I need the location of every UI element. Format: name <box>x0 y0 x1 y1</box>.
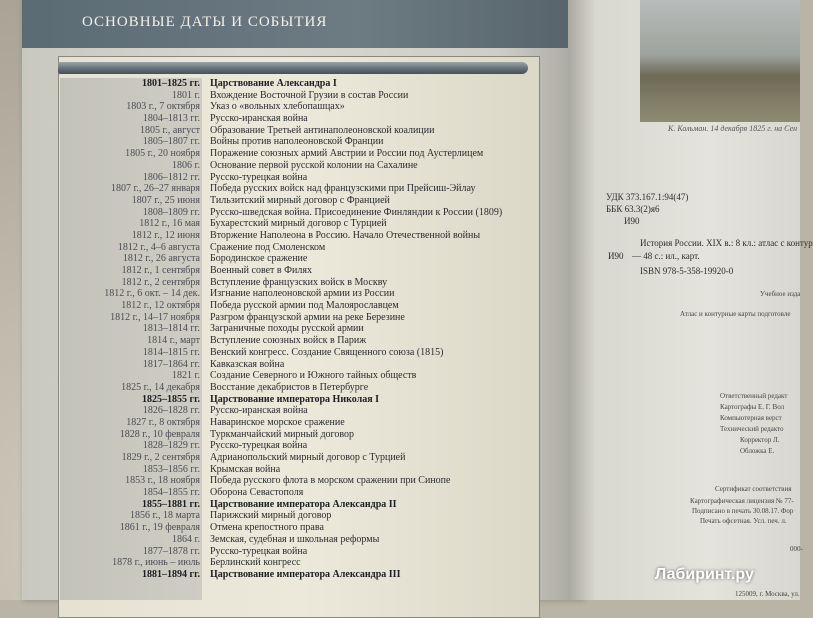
event-row <box>60 125 540 137</box>
event-description: Адрианопольский мирный договор с Турцией <box>210 452 406 463</box>
udk-line: УДК 373.167.1:94(47) <box>606 192 689 202</box>
event-row <box>60 382 540 394</box>
event-row <box>60 475 540 487</box>
event-row <box>60 101 540 113</box>
event-date: 1864 г. <box>172 533 200 545</box>
event-description: Создание Северного и Южного тайных обществ <box>210 370 417 382</box>
event-description: Победа русской армии под Малоярославцем <box>210 300 399 312</box>
event-row <box>60 323 540 335</box>
event-description: Вхождение Восточной Грузии в состав России <box>210 89 409 101</box>
event-date: 1812 г., 1 сентября <box>121 265 200 276</box>
event-date: 1812 г., 16 мая <box>139 218 200 230</box>
event-description: Берлинский конгресс <box>210 557 301 569</box>
event-date: 1812 г., 4–6 августа <box>117 241 200 253</box>
event-date: 1877–1878 гг. <box>142 545 200 557</box>
event-description: Указ о «вольных хлебопашцах» <box>210 101 345 113</box>
event-description: Бухарестский мирный договор с Турцией <box>210 218 387 230</box>
event-description: Русско-иранская война <box>210 405 308 417</box>
event-row <box>60 78 540 90</box>
event-date: 1812 г., 14–17 ноября <box>110 311 200 323</box>
event-description: Военный совет в Филях <box>210 265 312 276</box>
event-date: 1803 г., 7 октября <box>126 101 200 113</box>
event-description: Русско-турецкая война <box>210 440 308 452</box>
events-table <box>60 78 540 581</box>
event-row <box>60 218 540 230</box>
event-row <box>60 90 540 102</box>
event-row <box>60 265 540 277</box>
event-row <box>60 312 540 324</box>
event-row <box>60 452 540 464</box>
event-description: Туркманчайский мирный договор <box>210 428 355 440</box>
event-description: Оборона Севастополя <box>210 487 304 499</box>
event-date: 1812 г., 12 октября <box>121 300 200 312</box>
event-date: 1861 г., 19 февраля <box>119 522 200 534</box>
event-description: Восстание декабристов в Петербурге <box>210 381 369 393</box>
event-row <box>60 300 540 312</box>
event-row <box>60 440 540 452</box>
event-row <box>60 429 540 441</box>
event-description: Вступление французских войск в Москву <box>210 276 388 288</box>
signed-line: Подписано в печать 30.08.17. Фор <box>692 507 794 515</box>
event-description: Крымская война <box>210 463 281 475</box>
code-line: И90 <box>624 216 640 226</box>
event-date: 1878 г., июнь – июль <box>112 557 200 569</box>
address-line: 125009, г. Москва, ул. <box>735 590 800 598</box>
event-description: Основание первой русской колонии на Сахалине <box>210 159 418 171</box>
credit-line: Технический редакто <box>720 425 784 433</box>
license-line: Картографическая лицензия № 77- <box>690 497 794 505</box>
event-date: 1805 г., 20 ноября <box>125 148 200 160</box>
event-row <box>60 534 540 546</box>
event-date: 1807 г., 25 июня <box>131 194 200 206</box>
certificate-line: Сертификат соответствия <box>715 485 792 493</box>
event-row <box>60 405 540 417</box>
event-date: 1806 г. <box>172 159 200 171</box>
event-description: Царствование Александра I <box>210 78 337 89</box>
event-row <box>60 160 540 172</box>
event-row <box>60 335 540 347</box>
event-description: Наваринское морское сражение <box>210 416 345 428</box>
event-row <box>60 288 540 300</box>
event-date: 1828 г., 10 февраля <box>119 428 200 440</box>
credit-line: Компьютерная верст <box>720 414 782 422</box>
event-date: 1827 г., 8 октября <box>126 416 200 428</box>
event-date: 1855–1881 гг. <box>142 498 200 510</box>
event-description: Заграничные походы русской армии <box>210 323 364 335</box>
event-date: 1807 г., 26–27 января <box>110 183 200 195</box>
event-description: Сражение под Смоленском <box>210 241 326 253</box>
credit-line: Ответственный редакт <box>720 392 788 400</box>
event-description: Царствование императора Александра III <box>210 568 401 580</box>
edu-line: Учебное изда <box>760 290 801 298</box>
event-date: 1828–1829 гг. <box>142 440 200 452</box>
bbk-line: ББК 63.3(2)я6 <box>606 204 660 214</box>
event-description: Царствование императора Николая I <box>210 393 380 405</box>
scroll-ornament <box>58 62 528 74</box>
event-row <box>60 277 540 289</box>
event-date: 1821 г. <box>172 370 200 382</box>
event-row <box>60 136 540 148</box>
event-date: 1825 г., 14 декабря <box>121 381 200 393</box>
book-pages-line: — 48 с.: ил., карт. <box>632 251 700 261</box>
event-row <box>60 522 540 534</box>
event-date: 1813–1814 гг. <box>142 323 200 335</box>
event-description: Войны против наполеоновской Франции <box>210 136 384 148</box>
event-date: 1854–1855 гг. <box>142 487 200 499</box>
phone-line: 000- <box>790 545 803 553</box>
event-row <box>60 359 540 371</box>
event-row <box>60 546 540 558</box>
event-description: Парижский мирный договор <box>210 510 332 522</box>
event-date: 1826–1828 гг. <box>142 405 200 417</box>
event-row <box>60 370 540 382</box>
painting-image <box>640 0 800 122</box>
event-date: 1856 г., 18 марта <box>130 510 200 522</box>
event-date: 1814–1815 гг. <box>142 346 200 358</box>
event-description: Разгром французской армии на реке Березине <box>210 311 405 323</box>
event-description: Царствование императора Александра II <box>210 498 397 510</box>
event-row <box>60 394 540 406</box>
event-row <box>60 464 540 476</box>
credit-line: Картографы Е. Г. Вол <box>720 403 785 411</box>
event-date: 1812 г., 6 окт. – 14 дек. <box>104 288 200 300</box>
watermark-logo: Лабиринт.ру <box>655 566 754 583</box>
painting-caption: К. Кольман. 14 декабря 1825 г. на Сен <box>668 124 798 133</box>
event-date: 1805 г., август <box>139 124 200 136</box>
event-row <box>60 242 540 254</box>
event-description: Победа русских войск над французскими при Прейсиш-Эйлау <box>210 183 476 195</box>
event-row <box>60 487 540 499</box>
event-row <box>60 207 540 219</box>
code2-line: И90 <box>608 251 624 261</box>
event-date: 1808–1809 гг. <box>142 206 200 218</box>
event-date: 1881–1894 гг. <box>142 568 200 580</box>
event-date: 1829 г., 2 сентября <box>121 452 200 463</box>
book-title-line: История России. XIX в.: 8 кл.: атлас с контур <box>640 238 813 248</box>
event-date: 1805–1807 гг. <box>142 136 200 148</box>
event-row <box>60 183 540 195</box>
event-date: 1804–1813 гг. <box>142 113 200 125</box>
event-row <box>60 557 540 569</box>
event-description: Вторжение Наполеона в Россию. Начало Отечественной войны <box>210 229 481 241</box>
event-description: Вступление союзных войск в Париж <box>210 335 367 347</box>
event-description: Земская, судебная и школьная реформы <box>210 533 380 545</box>
event-description: Русско-турецкая война <box>210 545 308 557</box>
event-description: Русско-шведская война. Присоединение Финляндии к России (1809) <box>210 206 503 218</box>
credit-line: Корректор Л. <box>740 436 780 444</box>
event-description: Бородинское сражение <box>210 253 308 265</box>
event-description: Поражение союзных армий Австрии и России под Аустерлицем <box>210 148 484 160</box>
event-date: 1817–1864 гг. <box>142 358 200 370</box>
page-title: ОСНОВНЫЕ ДАТЫ И СОБЫТИЯ <box>82 14 328 30</box>
event-date: 1806–1812 гг. <box>142 171 200 183</box>
event-date: 1812 г., 12 июня <box>131 229 200 241</box>
print-line: Печать офсетная. Усл. печ. л. <box>700 517 787 525</box>
event-description: Тильзитский мирный договор с Францией <box>210 194 390 206</box>
event-row <box>60 172 540 184</box>
event-description: Победа русского флота в морском сражении при Синопе <box>210 475 451 487</box>
page-header-band <box>22 0 582 48</box>
event-date: 1801 г. <box>172 89 200 101</box>
event-row <box>60 253 540 265</box>
event-row <box>60 417 540 429</box>
event-description: Изгнание наполеоновской армии из России <box>210 288 395 300</box>
event-row <box>60 510 540 522</box>
event-row <box>60 195 540 207</box>
event-row <box>60 499 540 511</box>
credit-line: Обложка Е. <box>740 447 775 455</box>
event-row <box>60 113 540 125</box>
event-date: 1812 г., 2 сентября <box>121 276 200 288</box>
event-row <box>60 148 540 160</box>
event-description: Венский конгресс. Создание Священного союза (1815) <box>210 346 444 358</box>
event-row <box>60 569 540 581</box>
event-row <box>60 347 540 359</box>
atlas-line: Атлас и контурные карты подготовле <box>680 310 791 318</box>
isbn-line: ISBN 978-5-358-19920-0 <box>640 266 734 276</box>
event-description: Отмена крепостного права <box>210 522 324 534</box>
event-description: Кавказская война <box>210 358 285 370</box>
event-date: 1853–1856 гг. <box>142 463 200 475</box>
event-date: 1814 г., март <box>147 335 200 347</box>
event-date: 1812 г., 26 августа <box>122 253 200 265</box>
event-date: 1853 г., 18 ноября <box>125 475 200 487</box>
event-description: Русско-иранская война <box>210 113 308 125</box>
event-row <box>60 230 540 242</box>
event-date: 1801–1825 гг. <box>142 78 200 89</box>
event-description: Русско-турецкая война <box>210 171 308 183</box>
event-description: Образование Третьей антинаполеоновской коалиции <box>210 124 435 136</box>
event-date: 1825–1855 гг. <box>142 393 200 405</box>
